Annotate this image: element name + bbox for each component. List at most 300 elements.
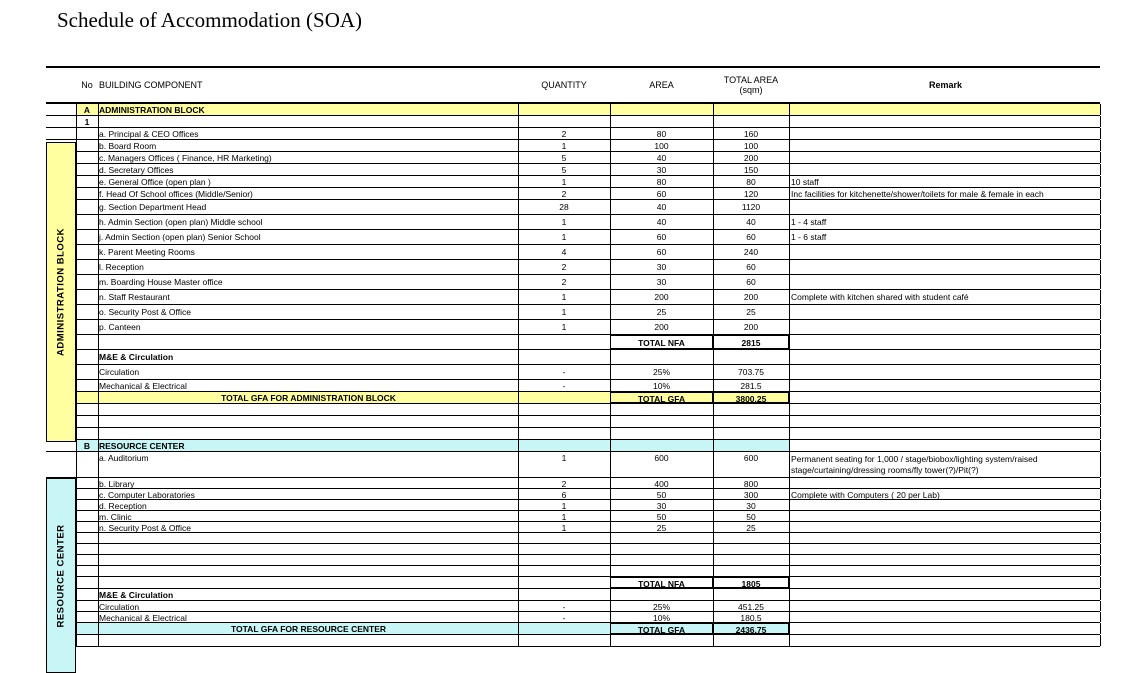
remark-cell [789,577,1100,588]
no-cell [76,489,98,499]
no-cell [76,577,98,588]
no-cell [76,260,98,274]
area-cell [610,104,713,115]
quantity-cell: 1 [561,501,567,510]
quantity-cell [518,533,610,543]
area-cell: 40 [656,217,667,227]
remark-cell [789,416,1100,427]
quantity-cell: 2 [561,262,567,272]
component-cell: f. Head Of School offices (Middle/Senior) [99,189,253,199]
total-cell [713,566,789,576]
remark-cell [789,555,1100,565]
no-cell [76,544,98,554]
area-cell: 30 [656,277,667,287]
no-cell [76,305,98,319]
no-cell [76,200,98,214]
header-no: No [81,80,93,90]
area-cell: 10% [652,613,670,622]
total-cell: 3800.25 [713,392,789,403]
component-cell [98,533,518,543]
quantity-cell: - [562,367,566,377]
component-cell [98,566,518,576]
area-cell [610,555,713,565]
total-cell: 150 [743,165,759,175]
quantity-cell [518,335,610,349]
empty-row [46,566,1100,577]
total-cell: 1120 [741,202,761,212]
no-cell [76,335,98,349]
area-cell: 600 [654,453,669,463]
remark-cell [789,440,1100,451]
me-circulation-label [46,589,1100,601]
header-total-area: TOTAL AREA (sqm) [723,75,779,95]
area-cell: TOTAL NFA [610,335,713,349]
remark-cell [789,128,1100,139]
total-cell [713,440,789,451]
remark-cell: 1 - 4 staff [791,217,827,227]
empty-row [46,428,1100,440]
remark-cell [789,589,1100,600]
total-cell: 451.25 [738,602,764,611]
circulation-row [46,601,1100,612]
area-cell: 30 [656,165,667,175]
total-cell [713,544,789,554]
area-cell: 25% [652,602,670,611]
component-cell: TOTAL GFA FOR ADMINISTRATION BLOCK [98,392,518,403]
quantity-cell: 4 [561,247,567,257]
component-cell: o. Security Post & Office [99,307,191,317]
area-cell [610,428,713,439]
table-row [46,188,1100,200]
area-cell [610,440,713,451]
area-cell: 50 [656,490,667,499]
quantity-cell: 1 [561,307,567,317]
table-row [46,489,1100,500]
empty-row [46,416,1100,428]
circulation-row [46,365,1100,380]
table-row [46,128,1100,140]
total-cell: 100 [743,141,759,151]
empty-row [46,544,1100,555]
remark-cell: Permanent seating for 1,000 / stage/biobox/lighting system/raised stage/curtaining/dressing rooms/fly tower(?)/Pit(?) [791,454,1038,475]
area-cell: 30 [656,501,667,510]
total-cell [713,533,789,543]
table-row [46,140,1100,152]
quantity-cell [518,392,610,403]
page-title: Schedule of Accommodation (SOA) [57,8,363,32]
quantity-cell [518,404,610,415]
no-cell [76,365,98,379]
remark-cell [789,404,1100,415]
remark-cell [789,623,1100,634]
quantity-cell: 2 [561,189,567,199]
area-cell: 50 [656,512,667,521]
remark-cell [789,500,1100,510]
component-cell: M&E & Circulation [99,352,174,362]
remark-cell [789,612,1100,622]
remark-cell [789,116,1100,127]
no-cell [76,320,98,334]
component-cell: ADMINISTRATION BLOCK [98,104,518,115]
quantity-cell: 28 [559,202,569,212]
total-gfa-row [46,392,1100,404]
area-cell: 400 [654,479,669,488]
area-cell: TOTAL GFA [610,392,713,403]
component-cell: j. Admin Section (open plan) Senior School [99,232,261,242]
quantity-cell [518,416,610,427]
component-cell: a. Auditorium [99,453,149,463]
mech-elec-row [46,612,1100,623]
no-cell: B [76,440,98,451]
remark-cell [789,200,1100,214]
no-cell [76,176,98,187]
remark-cell [789,152,1100,163]
total-cell: 60 [746,277,756,287]
header-area: AREA [649,80,674,90]
remark-cell [789,305,1100,319]
total-cell: 50 [746,512,756,521]
table-row [46,260,1100,275]
total-cell: 80 [746,177,756,187]
total-cell: 60 [746,262,756,272]
component-cell [98,116,518,127]
soa-table [46,66,1100,647]
total-cell: 25 [746,307,756,317]
quantity-cell [518,623,610,634]
no-cell [76,428,98,439]
remark-cell: 1 - 6 staff [791,232,827,242]
area-cell [610,533,713,543]
table-header [46,66,1100,104]
remark-cell [789,260,1100,274]
component-cell [98,404,518,415]
quantity-cell: - [562,602,566,611]
quantity-cell: 1 [561,177,567,187]
no-cell [76,635,98,646]
quantity-cell: 1 [561,292,567,302]
total-cell: 160 [743,129,759,139]
quantity-cell: 1 [561,141,567,151]
quantity-cell: 2 [561,479,567,488]
component-cell: Circulation [99,602,140,611]
quantity-cell [518,440,610,451]
component-cell [98,416,518,427]
total-cell: 703.75 [738,367,764,377]
quantity-cell [518,635,610,646]
component-cell: l. Reception [99,262,144,272]
no-cell [76,452,98,477]
remark-cell [789,335,1100,349]
component-cell [98,577,518,588]
table-row [46,478,1100,489]
total-cell [713,428,789,439]
area-cell [610,566,713,576]
total-cell [713,555,789,565]
no-cell [76,555,98,565]
table-row [46,500,1100,511]
quantity-cell [518,544,610,554]
table-row [46,245,1100,260]
me-circulation-label [46,350,1100,365]
no-cell [76,128,98,139]
table-row [46,290,1100,305]
total-nfa-row [46,335,1100,350]
no-cell [76,522,98,532]
side-label: ADMINISTRATION BLOCK [55,227,67,357]
no-cell [76,290,98,304]
total-cell [713,404,789,415]
area-cell [610,416,713,427]
total-cell: 1805 [713,577,789,588]
area-cell [610,635,713,646]
empty-row [46,533,1100,544]
component-cell [98,555,518,565]
remark-cell [789,392,1100,403]
remark-cell [789,566,1100,576]
quantity-cell [518,350,610,364]
total-cell: 600 [743,453,759,463]
area-cell: 25 [656,307,667,317]
component-cell [98,544,518,554]
total-cell: 281.5 [740,381,762,391]
component-cell: Mechanical & Electrical [99,613,187,622]
area-cell [610,589,713,600]
area-cell: 10% [652,381,670,391]
quantity-cell [518,589,610,600]
component-cell [98,428,518,439]
empty-row [46,555,1100,566]
quantity-cell [518,104,610,115]
header-quantity: QUANTITY [541,80,587,90]
remark-cell [789,428,1100,439]
total-cell: 30 [746,501,756,510]
total-cell: 40 [746,217,756,227]
area-cell [610,116,713,127]
no-cell [76,392,98,403]
total-cell: 300 [743,490,759,499]
no-cell [76,164,98,175]
area-cell: 60 [656,189,667,199]
no-cell [76,140,98,151]
remark-cell [789,635,1100,646]
table-row [46,320,1100,335]
total-cell: 200 [743,292,759,302]
subsection-row [46,116,1100,128]
quantity-cell: 1 [561,322,567,332]
total-cell: 2436.75 [713,623,789,634]
component-cell: TOTAL GFA FOR RESOURCE CENTER [98,623,518,634]
remark-cell [789,104,1100,115]
total-nfa-row [46,577,1100,589]
quantity-cell [518,577,610,588]
area-cell: 80 [656,177,667,187]
area-cell: 30 [656,262,667,272]
table-row [46,230,1100,245]
component-cell [98,335,518,349]
no-cell [76,152,98,163]
no-cell [76,623,98,634]
area-cell: 200 [654,322,669,332]
area-cell: 60 [656,232,667,242]
remark-cell: Complete with Computers ( 20 per Lab) [791,490,940,499]
no-cell [76,612,98,622]
table-row [46,275,1100,290]
total-cell: 120 [743,189,759,199]
no-cell [76,215,98,229]
remark-cell: Inc facilities for kitchenette/shower/toilets for male & female in each [791,189,1044,199]
quantity-cell: 2 [561,277,567,287]
component-cell: c. Managers Offices ( Finance, HR Marketing) [99,153,272,163]
component-cell: d. Reception [99,501,147,510]
no-cell [76,533,98,543]
remark-cell: Complete with kitchen shared with student café [791,292,969,302]
remark-cell [789,511,1100,521]
area-cell: 40 [656,153,667,163]
total-cell [713,350,789,364]
quantity-cell [518,566,610,576]
table-row [46,200,1100,215]
remark-cell [789,380,1100,391]
remark-cell [789,522,1100,532]
table-row [46,152,1100,164]
no-cell [76,350,98,364]
table-row [46,164,1100,176]
component-cell: m. Boarding House Master office [99,277,223,287]
quantity-cell: 1 [561,232,567,242]
header-remark: Remark [928,80,963,90]
no-cell [76,589,98,600]
side-label-admin [46,142,76,442]
quantity-cell: 6 [561,490,567,499]
mech-elec-row [46,380,1100,392]
quantity-cell: 1 [561,217,567,227]
table-row [46,522,1100,533]
component-cell: n. Staff Restaurant [99,292,170,302]
quantity-cell [518,116,610,127]
quantity-cell: 2 [561,129,567,139]
area-cell: 40 [656,202,667,212]
quantity-cell: 1 [561,523,567,532]
quantity-cell [518,555,610,565]
total-cell: 800 [743,479,759,488]
total-cell [713,635,789,646]
no-cell [76,500,98,510]
component-cell: a. Principal & CEO Offices [99,129,199,139]
component-cell: d. Secretary Offices [99,165,174,175]
area-cell: 100 [654,141,669,151]
total-cell: 200 [743,322,759,332]
component-cell: g. Section Department Head [99,202,207,212]
table-row [46,452,1100,478]
total-cell: 25 [746,523,756,532]
component-cell: e. General Office (open plan ) [99,177,211,187]
total-cell: 180.5 [740,613,762,622]
component-cell: b. Library [99,479,135,488]
component-cell: m. Clinic [99,512,132,521]
remark-cell [789,350,1100,364]
no-cell [76,416,98,427]
remark-cell [789,245,1100,259]
no-cell [76,275,98,289]
table-row [46,511,1100,522]
remark-cell [789,601,1100,611]
section-header-admin [46,104,1100,116]
quantity-cell: - [562,613,566,622]
area-cell: 200 [654,292,669,302]
table-row [46,176,1100,188]
no-cell [76,188,98,199]
area-cell: 80 [656,129,667,139]
total-cell [713,116,789,127]
no-cell: 1 [84,117,90,127]
remark-cell [789,275,1100,289]
no-cell [76,404,98,415]
component-cell: b. Board Room [99,141,157,151]
component-cell: M&E & Circulation [99,590,174,600]
total-cell: 2815 [713,335,789,349]
empty-row [46,635,1100,647]
side-label: RESOURCE CENTER [55,523,67,628]
remark-cell [789,140,1100,151]
component-cell: Circulation [99,367,140,377]
component-cell [98,635,518,646]
quantity-cell: 1 [561,453,567,463]
no-cell [76,511,98,521]
remark-cell [789,478,1100,488]
remark-cell [789,164,1100,175]
component-cell: h. Admin Section (open plan) Middle school [99,217,263,227]
no-cell [76,245,98,259]
area-cell: 25 [656,523,667,532]
total-cell [713,589,789,600]
quantity-cell: 1 [561,512,567,521]
table-row [46,305,1100,320]
no-cell [76,380,98,391]
remark-cell [789,544,1100,554]
area-cell: TOTAL NFA [610,577,713,588]
component-cell: p. Canteen [99,322,141,332]
component-cell: c. Computer Laboratories [99,490,195,499]
table-row [46,215,1100,230]
area-cell [610,544,713,554]
area-cell [610,404,713,415]
header-component: BUILDING COMPONENT [99,80,203,90]
total-cell: 60 [746,232,756,242]
total-cell [713,416,789,427]
component-cell: RESOURCE CENTER [98,440,518,451]
component-cell: n. Security Post & Office [99,523,191,532]
remark-cell [789,365,1100,379]
side-label-resource [46,478,76,673]
quantity-cell: - [562,381,566,391]
no-cell [76,478,98,488]
remark-cell [789,320,1100,334]
section-header-resource [46,440,1100,452]
quantity-cell: 5 [561,153,567,163]
area-cell: TOTAL GFA [610,623,713,634]
area-cell: 60 [656,247,667,257]
quantity-cell: 5 [561,165,567,175]
empty-row [46,404,1100,416]
total-gfa-row [46,623,1100,635]
total-cell: 200 [743,153,759,163]
remark-cell [789,533,1100,543]
total-cell [713,104,789,115]
component-cell: Mechanical & Electrical [99,381,187,391]
area-cell: 25% [652,367,670,377]
remark-cell: 10 staff [791,177,819,187]
no-cell [76,601,98,611]
